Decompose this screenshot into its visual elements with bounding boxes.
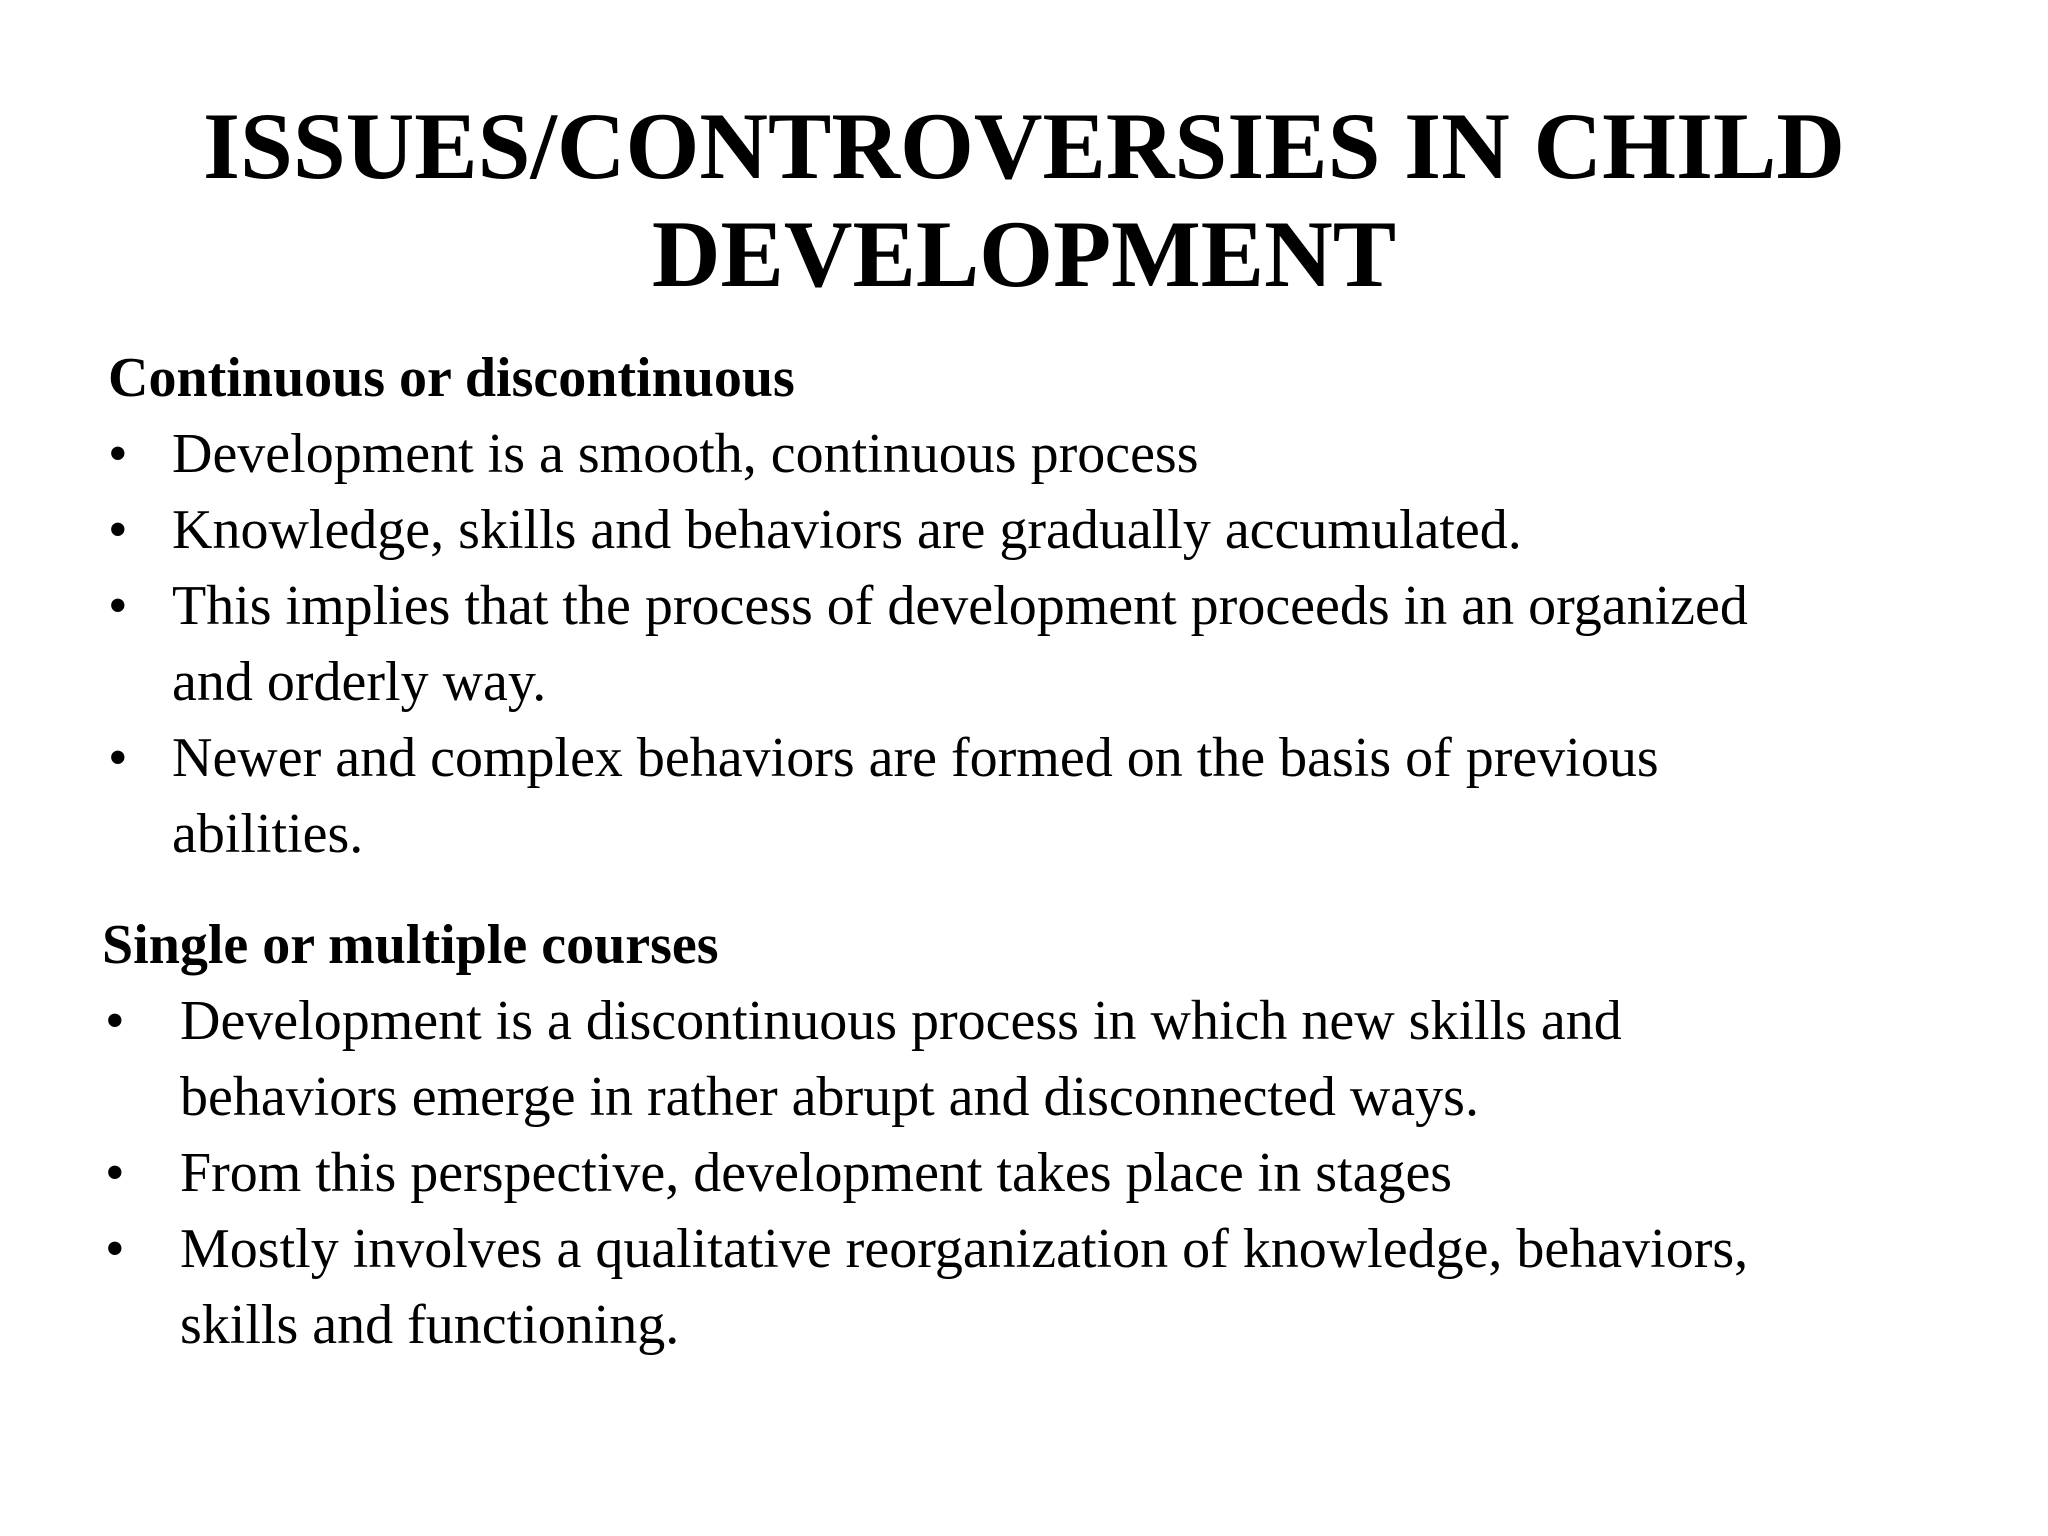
slide-title <box>0 92 2048 308</box>
bullet-icon: • <box>108 499 128 561</box>
bullet-item <box>0 720 2048 872</box>
bullet-icon: • <box>108 423 128 485</box>
bullet-item <box>0 416 2048 492</box>
slide-title-line: ISSUES/CONTROVERSIES IN CHILD <box>203 93 1845 199</box>
bullet-text-line: Development is a smooth, continuous process <box>172 423 1199 485</box>
bullet-icon: • <box>108 575 128 637</box>
bullet-item <box>0 492 2048 568</box>
bullet-item <box>0 1211 2048 1363</box>
section-continuous <box>0 340 2048 872</box>
bullet-text-line: Newer and complex behaviors are formed on the basis of previous <box>172 727 1659 789</box>
bullet-text-line: behaviors emerge in rather abrupt and disconnected ways. <box>180 1066 1479 1128</box>
bullet-text-line: From this perspective, development takes place in stages <box>180 1142 1453 1204</box>
bullet-text-line: skills and functioning. <box>180 1294 680 1356</box>
bullet-list <box>0 983 2048 1363</box>
bullet-icon: • <box>105 1142 125 1204</box>
bullet-icon: • <box>105 990 125 1052</box>
bullet-item <box>0 1135 2048 1211</box>
bullet-text-line: and orderly way. <box>172 651 547 713</box>
bullet-item <box>0 568 2048 720</box>
section-heading: Single or multiple courses <box>102 914 719 976</box>
bullet-text-line: Development is a discontinuous process in which new skills and <box>180 990 1622 1052</box>
bullet-text-line: This implies that the process of development proceeds in an organized <box>172 575 1748 637</box>
bullet-text-line: abilities. <box>172 803 364 865</box>
bullet-text-line: Knowledge, skills and behaviors are gradually accumulated. <box>172 499 1522 561</box>
bullet-icon: • <box>108 727 128 789</box>
bullet-list <box>0 416 2048 872</box>
slide-title-line: DEVELOPMENT <box>651 201 1397 307</box>
section-single-multiple <box>0 907 2048 1363</box>
section-heading: Continuous or discontinuous <box>108 347 795 409</box>
bullet-text-line: Mostly involves a qualitative reorganization of knowledge, behaviors, <box>180 1218 1749 1280</box>
bullet-item <box>0 983 2048 1135</box>
bullet-icon: • <box>105 1218 125 1280</box>
